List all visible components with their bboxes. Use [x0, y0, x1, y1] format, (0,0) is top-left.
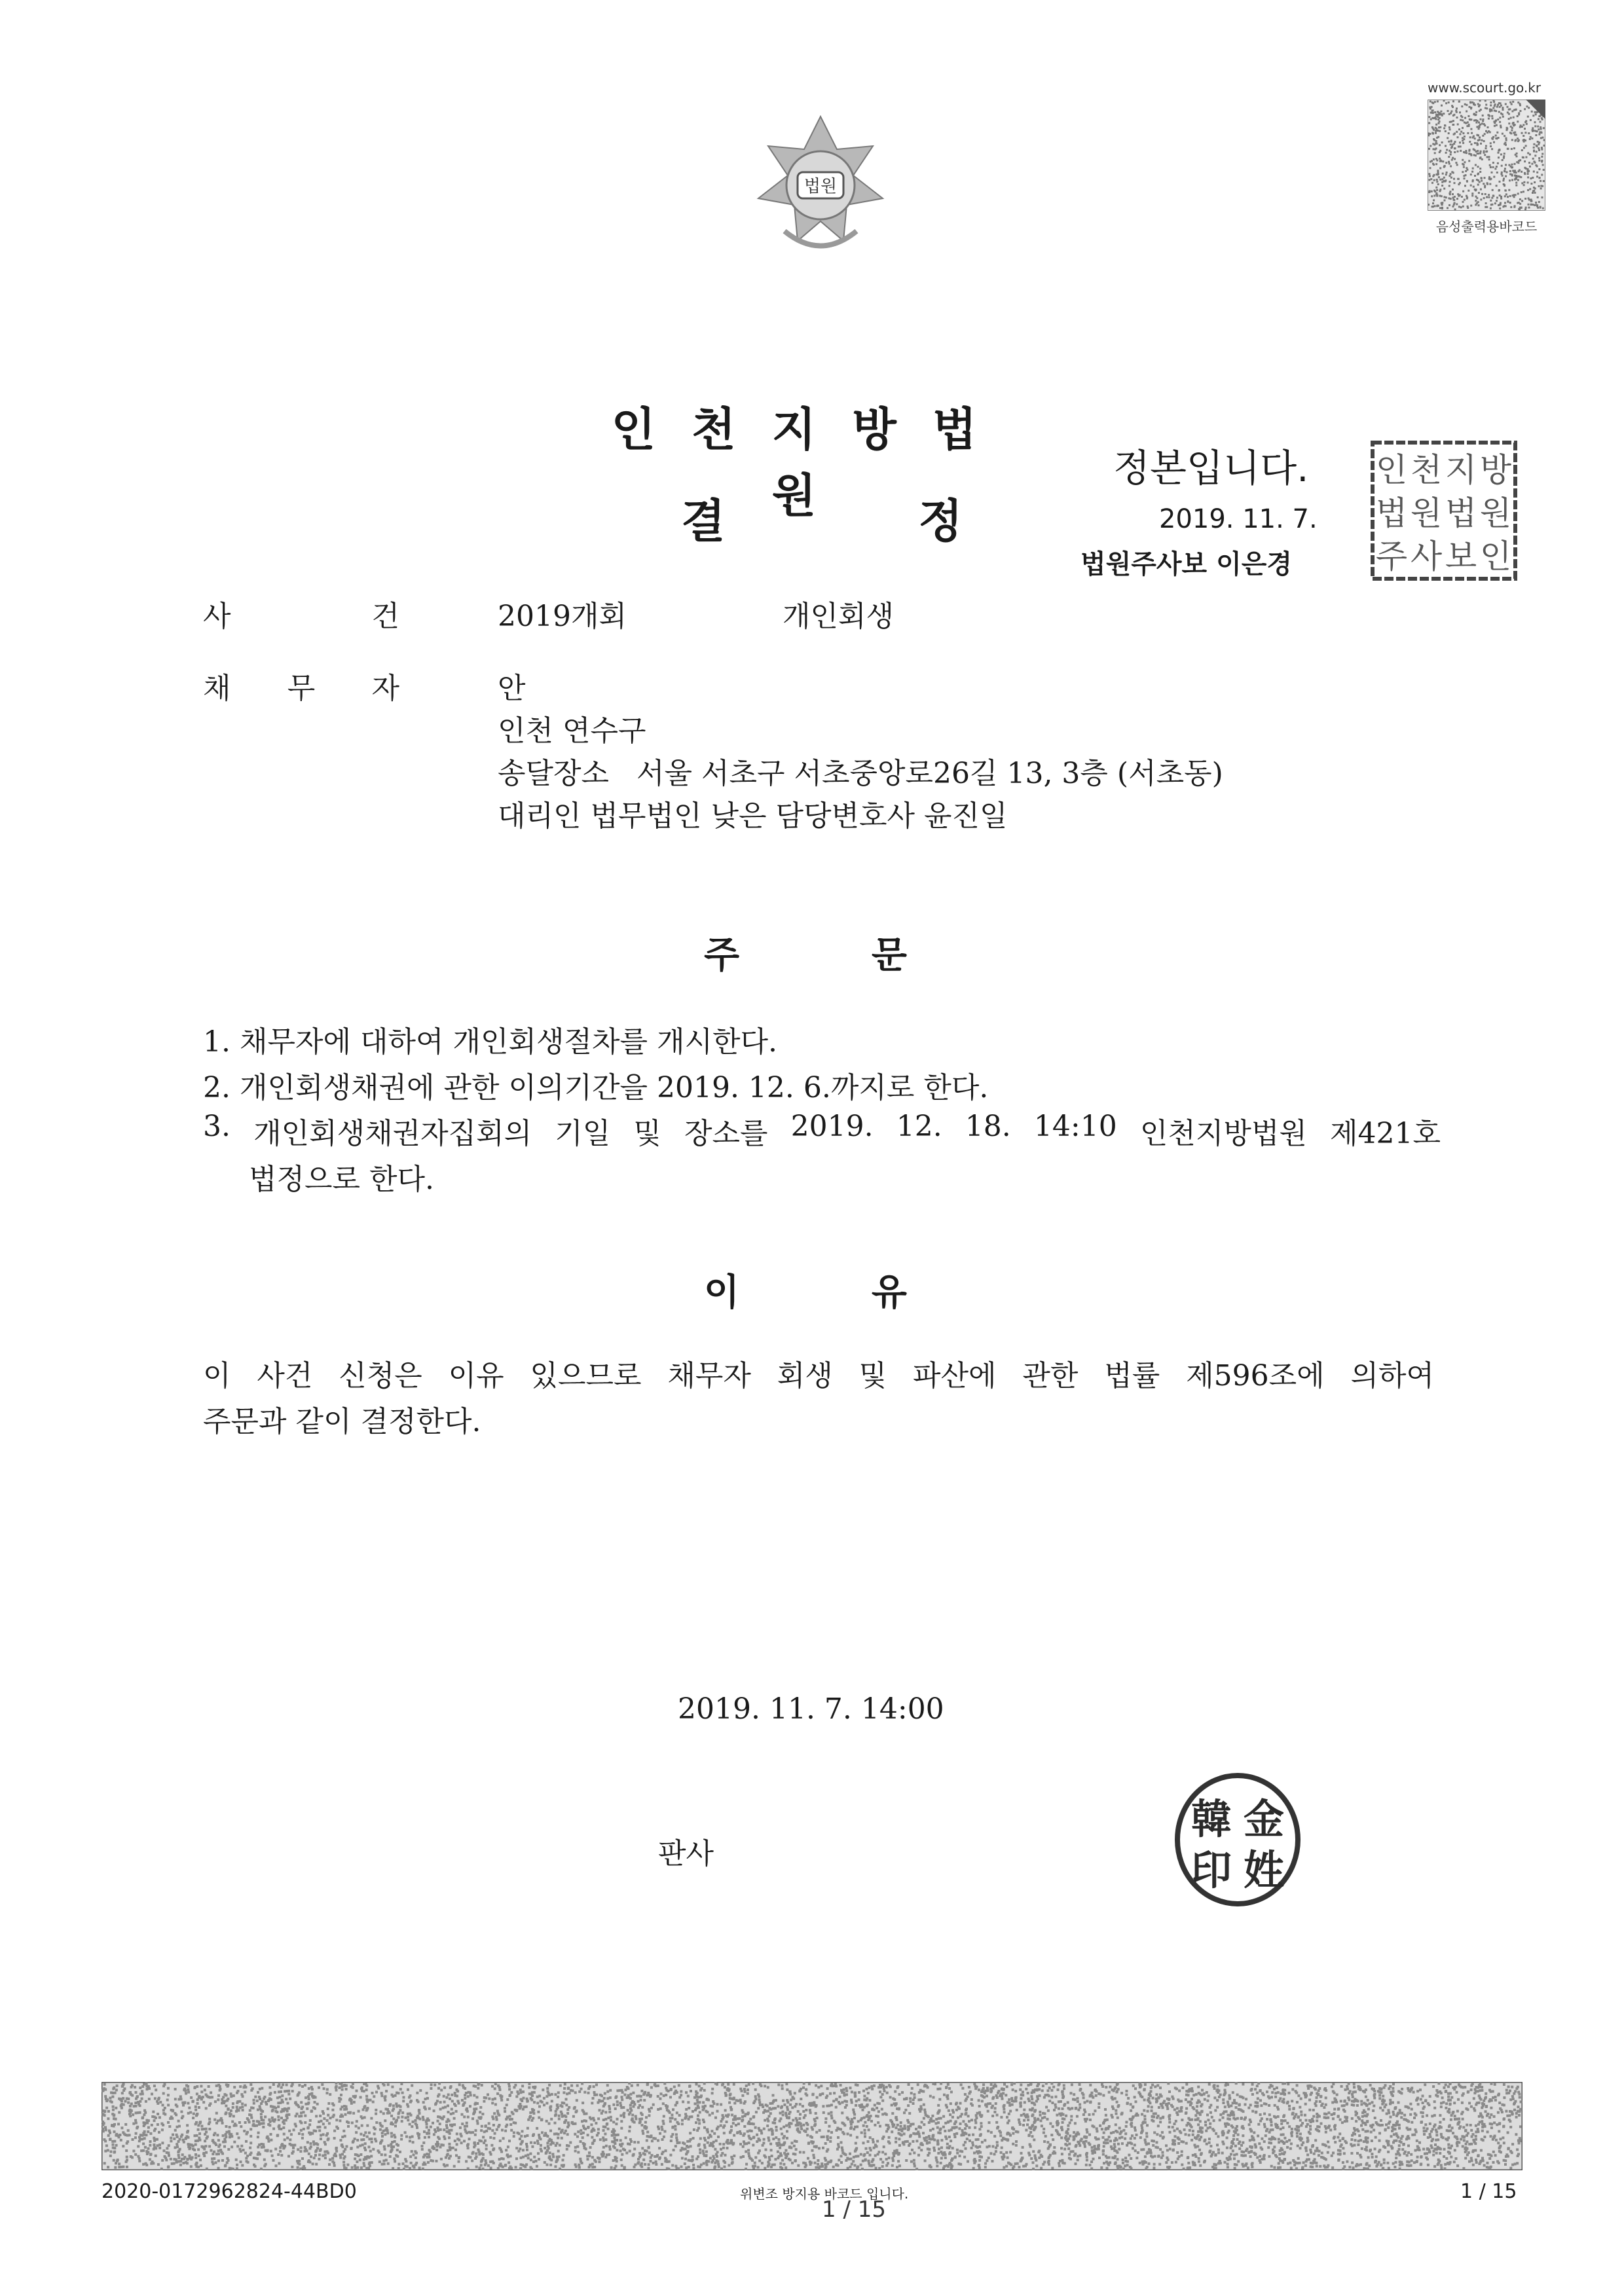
- word: 파산에: [913, 1359, 997, 1393]
- certification-date: 2019. 11. 7.: [1159, 504, 1318, 534]
- debtor-label-char: 무: [287, 672, 316, 705]
- judge-seal: [1172, 1771, 1303, 1908]
- certified-copy-label: 정본입니다.: [1113, 446, 1309, 490]
- word: 이유: [448, 1359, 504, 1393]
- voice-barcode-caption: 음성출력용바코드: [1435, 219, 1538, 234]
- word: 인천지방법원: [1139, 1117, 1307, 1150]
- word: 18.: [965, 1110, 1011, 1143]
- debtor-label-char: 채: [203, 672, 231, 705]
- document-title: [681, 484, 963, 551]
- scourt-url: www.scourt.go.kr: [1428, 80, 1541, 96]
- reason-line-1: [203, 1352, 1434, 1394]
- order-heading-char: 주: [704, 934, 740, 977]
- word: 제421호: [1329, 1117, 1441, 1150]
- order-item-3-continuation: 법정으로 한다.: [249, 1163, 434, 1196]
- judge-seal-char: 印: [1190, 1846, 1232, 1894]
- reason-heading-char: 유: [871, 1271, 907, 1314]
- order-heading-char: 문: [871, 934, 907, 977]
- case-label: [203, 592, 399, 634]
- doc-title-char: 정: [918, 494, 963, 548]
- judge-label: 판사: [658, 1837, 714, 1870]
- seal-char: 보: [1445, 538, 1477, 575]
- word: 관한: [1022, 1359, 1079, 1393]
- order-item-3: [203, 1110, 1441, 1152]
- seal-char: 사: [1410, 538, 1443, 575]
- anti-forgery-barcode: [101, 2082, 1522, 2170]
- word: 법률: [1104, 1359, 1160, 1393]
- judge-seal-char: 金: [1243, 1795, 1285, 1843]
- court-clerk-seal: [1369, 439, 1519, 583]
- seal-char: 방: [1479, 451, 1512, 489]
- barcode-note: 위변조 방지용 바코드 입니다.: [740, 2186, 909, 2202]
- page-number-right: 1 / 15: [1460, 2180, 1517, 2203]
- seal-char: 원: [1479, 494, 1512, 532]
- decision-date: 2019. 11. 7. 14:00: [678, 1692, 944, 1726]
- page-number-center: 1 / 15: [822, 2196, 886, 2223]
- doc-title-char: 결: [681, 494, 726, 548]
- word: 채무자: [667, 1359, 751, 1393]
- judge-seal-char: 姓: [1243, 1846, 1285, 1894]
- word: 개인회생채권자집회의: [253, 1117, 532, 1150]
- seal-char: 천: [1410, 451, 1443, 489]
- word: 및: [858, 1359, 887, 1393]
- word: 3.: [203, 1110, 231, 1143]
- seal-char: 인: [1375, 451, 1408, 489]
- case-label-char: 건: [371, 600, 399, 633]
- reason-heading: [704, 1264, 907, 1316]
- certification-clerk: 법원주사보 이은경: [1080, 549, 1293, 579]
- service-place: 송달장소 서울 서초구 서초중앙로26길 13, 3층 (서초동): [498, 757, 1223, 790]
- word: 있으므로: [530, 1359, 642, 1393]
- court-name: 인천지방법원: [611, 403, 1013, 522]
- word: 기일: [555, 1117, 611, 1150]
- seal-char: 지: [1445, 451, 1477, 489]
- debtor-address: 인천 연수구: [498, 714, 646, 748]
- word: 12.: [896, 1110, 942, 1143]
- word: 장소를: [684, 1117, 768, 1150]
- debtor-label: [203, 665, 399, 706]
- case-type: 개인회생: [783, 600, 895, 633]
- order-item-2: 2. 개인회생채권에 관한 이의기간을 2019. 12. 6.까지로 한다.: [203, 1071, 989, 1104]
- word: 사건: [257, 1359, 313, 1393]
- court-emblem: [739, 110, 902, 274]
- word: 이: [203, 1359, 231, 1393]
- seal-char: 인: [1479, 538, 1512, 575]
- debtor-name: 안: [498, 672, 526, 705]
- word: 14:10: [1033, 1110, 1117, 1143]
- debtor-agent: 대리인 법무법인 낮은 담당변호사 윤진일: [498, 799, 1008, 833]
- word: 및: [633, 1117, 661, 1150]
- word: 의하여: [1350, 1359, 1434, 1393]
- case-number: 2019개회: [498, 600, 627, 633]
- reason-line-2: 주문과 같이 결정한다.: [203, 1405, 481, 1438]
- order-item-1: 1. 채무자에 대하여 개인회생절차를 개시한다.: [203, 1025, 777, 1059]
- seal-char: 법: [1445, 494, 1477, 532]
- voice-barcode-image: [1428, 100, 1545, 211]
- word: 제596조에: [1186, 1359, 1325, 1393]
- word: 신청은: [339, 1359, 422, 1393]
- word: 2019.: [790, 1110, 874, 1143]
- emblem-text: 법원: [803, 177, 838, 196]
- word: 회생: [777, 1359, 833, 1393]
- order-heading: [704, 926, 907, 979]
- seal-char: 원: [1410, 494, 1443, 532]
- seal-char: 법: [1375, 494, 1408, 532]
- seal-char: 주: [1375, 538, 1408, 575]
- reason-heading-char: 이: [704, 1271, 740, 1314]
- case-label-char: 사: [203, 600, 231, 633]
- judge-seal-char: 韓: [1190, 1795, 1232, 1843]
- debtor-label-char: 자: [371, 672, 399, 705]
- document-id: 2020-0172962824-44BD0: [101, 2180, 357, 2203]
